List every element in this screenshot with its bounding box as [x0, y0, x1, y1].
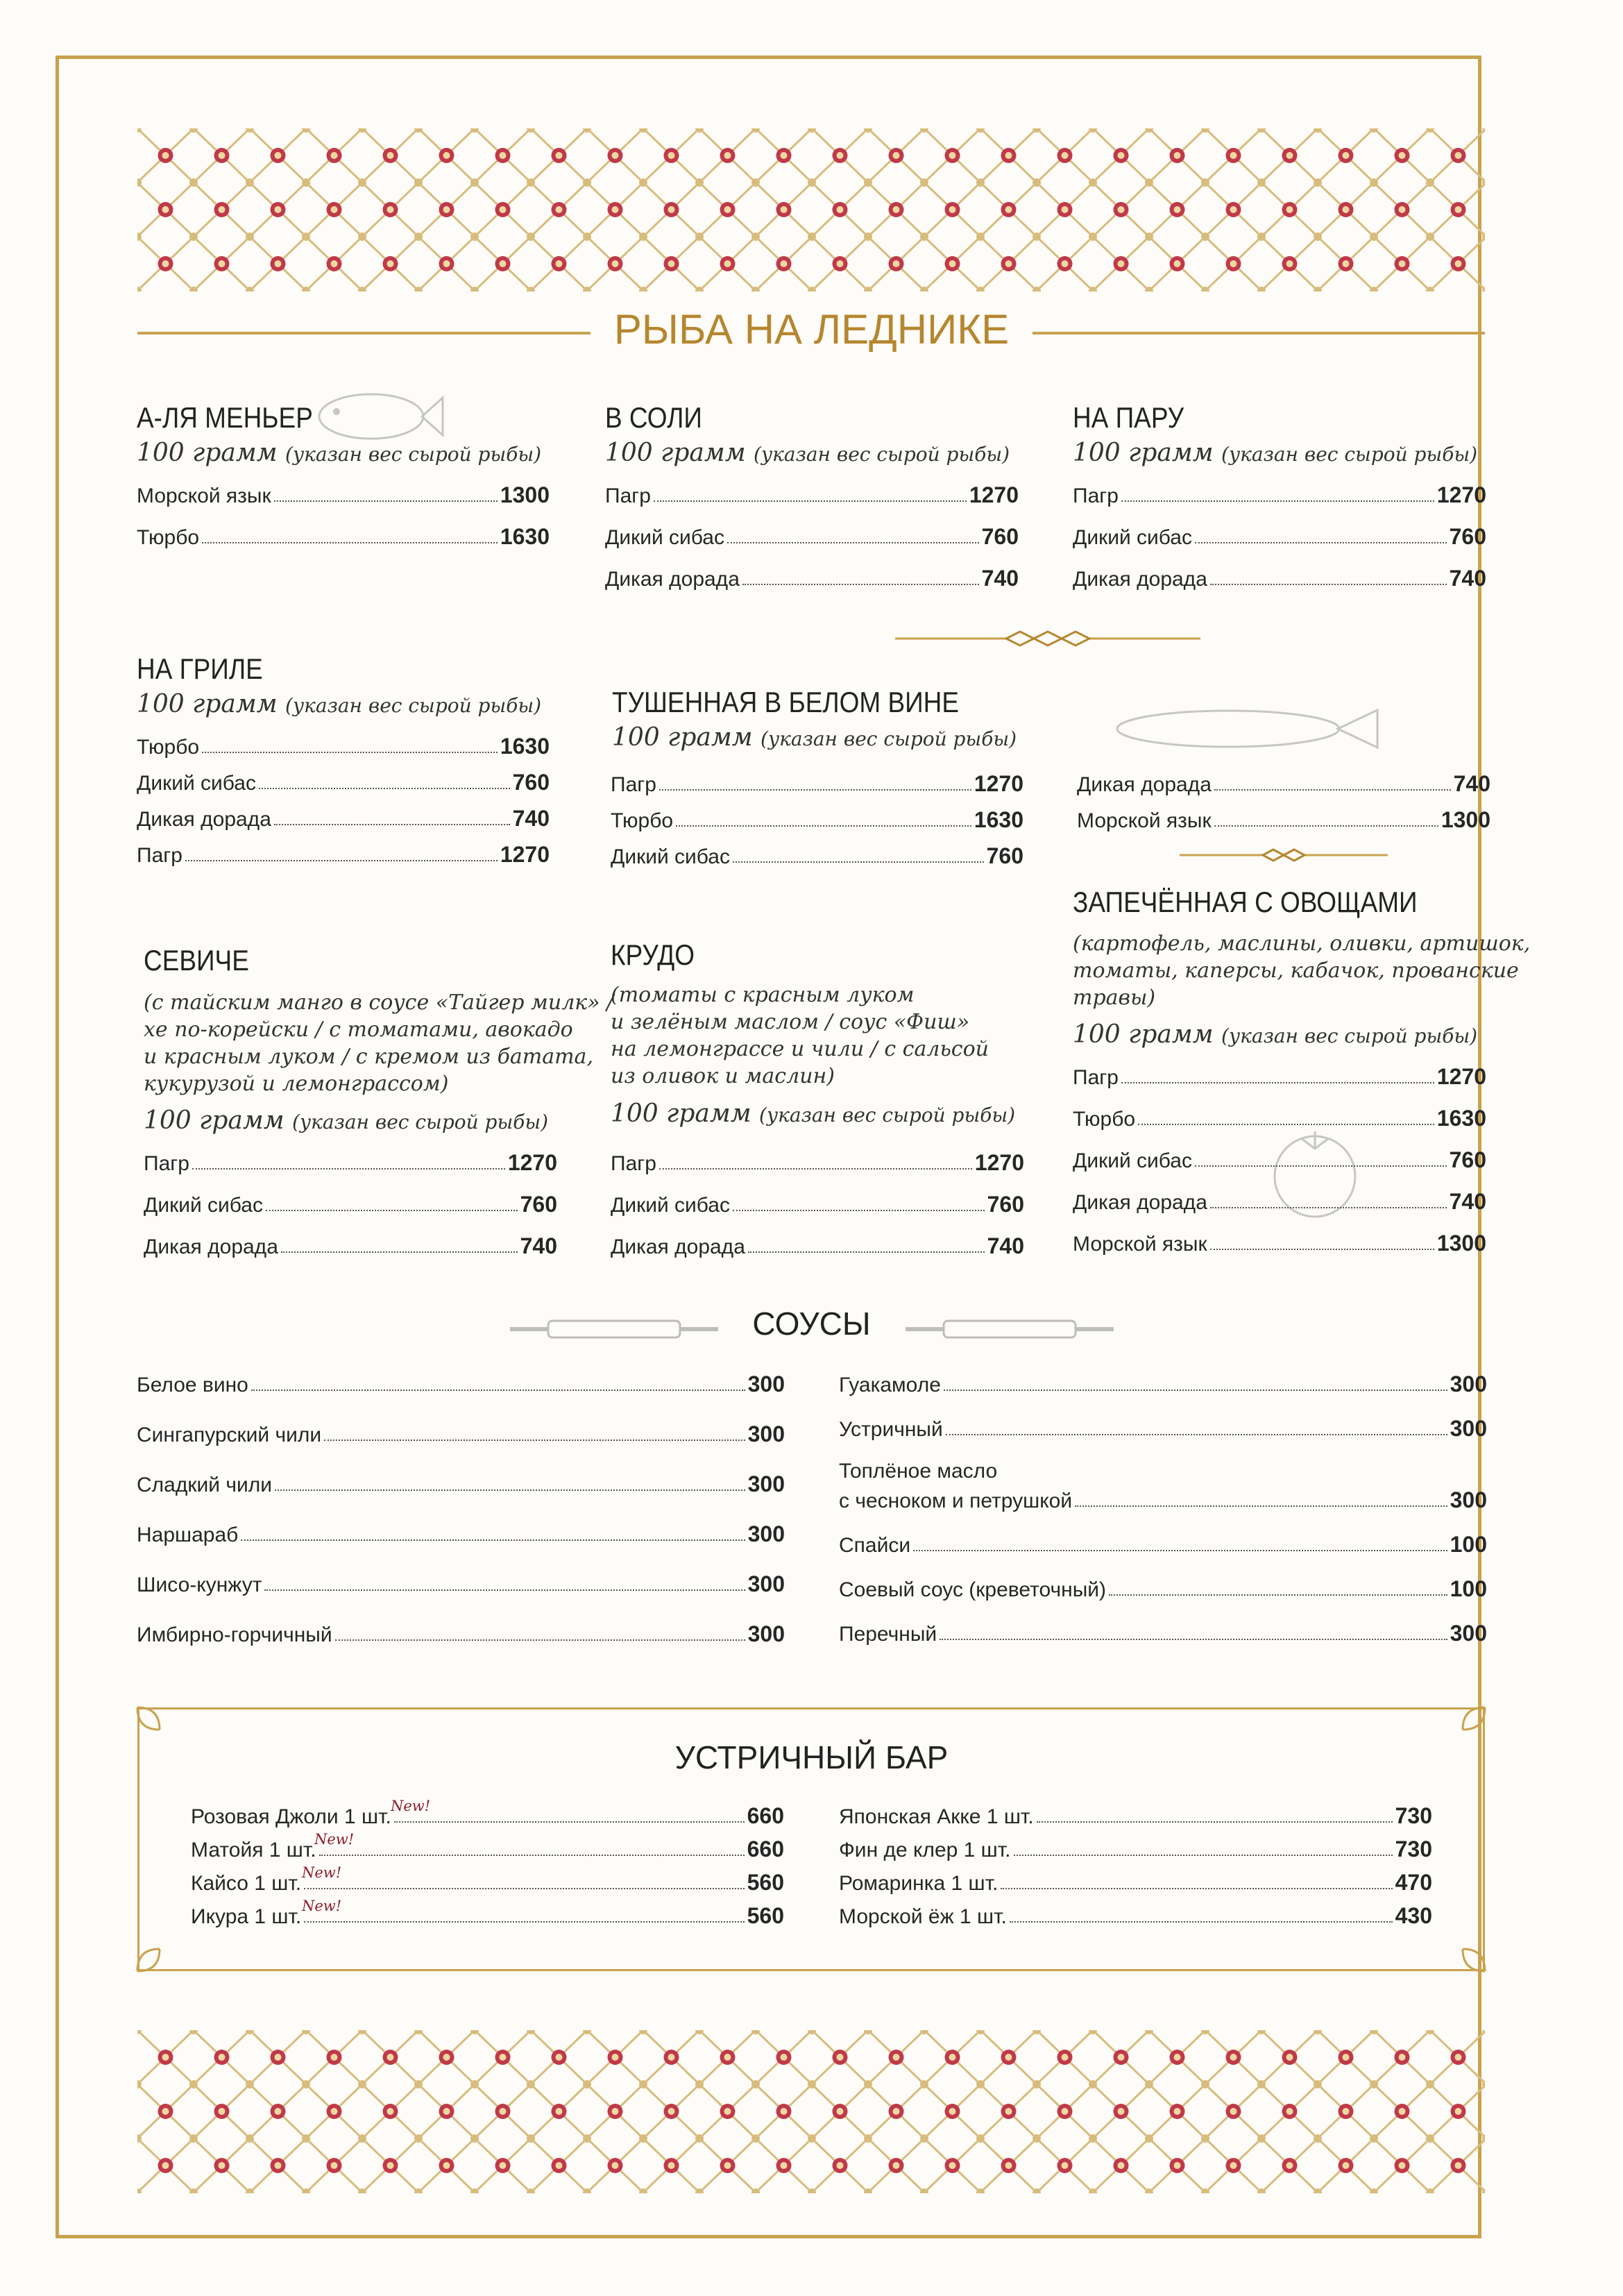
menu-row: Дикая дорада 740 — [137, 806, 550, 831]
new-badge: New! — [314, 1831, 355, 1848]
sauce-row: Белое вино 300 — [137, 1371, 785, 1396]
sauce-row: Устричный 300 — [839, 1416, 1487, 1441]
section-description-baked: (картофель, маслины, оливки, артишок, томаты, каперсы, кабачок, прованские травы) — [1073, 931, 1531, 1010]
menu-row: Дикий сибас 760 — [611, 843, 1023, 868]
sauce-row: Соевый соус (креветочный) 100 — [839, 1576, 1487, 1601]
menu-row: Тюрбо 1630 — [611, 807, 1023, 832]
section-description-crudo: (томаты с красным луком и зелёным маслом / соус «Фиш» на лемонграссе и чили / с сальсой из оливок и маслин) — [611, 983, 989, 1088]
menu-row: Дикая дорада 740 — [1073, 1189, 1486, 1214]
menu-row: Дикий сибас 760 — [1073, 1147, 1486, 1172]
menu-row: Дикий сибас 760 — [605, 524, 1019, 549]
section-title-crudo: КРУДО — [611, 938, 695, 971]
crab-pattern-band-top — [137, 128, 1485, 292]
sauce-row: Наршараб 300 — [137, 1521, 785, 1546]
sauce-row: Сингапурский чили 300 — [137, 1421, 785, 1446]
menu-row: Морской язык 1300 — [137, 482, 550, 507]
oyster-row: Ромаринка 1 шт. 470 — [839, 1870, 1432, 1895]
sauce-row: Гуакамоле 300 — [839, 1371, 1487, 1396]
menu-row: Морской язык 1300 — [1073, 1231, 1486, 1256]
new-badge: New! — [391, 1798, 431, 1814]
sauce-row: Спайси 100 — [839, 1532, 1487, 1557]
menu-row: Дикий сибас 760 — [144, 1192, 557, 1217]
section-title-wine: ТУШЕННАЯ В БЕЛОМ ВИНЕ — [612, 686, 960, 718]
menu-row: Дикая дорада 740 — [605, 566, 1019, 591]
weight-note: 100 грамм (указан вес сырой рыбы) — [1073, 1020, 1478, 1049]
menu-row: Дикая дорада 740 — [144, 1233, 557, 1258]
sauce-row-line1: Топлёное масло — [839, 1460, 998, 1483]
oyster-row: Кайсо 1 шт. 560 — [191, 1870, 784, 1895]
corner-ornament-icon — [132, 1702, 173, 1744]
menu-row: Дикая дорада 740 — [611, 1233, 1024, 1258]
sauce-row: Сладкий чили 300 — [137, 1471, 785, 1496]
ornament-divider-small — [1180, 847, 1388, 863]
oyster-bar-title: УСТРИЧНЫЙ БАР — [674, 1739, 949, 1775]
menu-row: Пагр 1270 — [1073, 482, 1486, 507]
corner-ornament-icon — [132, 1935, 173, 1977]
crab-pattern-band-bottom — [137, 2030, 1485, 2193]
menu-row: Пагр 1270 — [144, 1150, 557, 1175]
menu-row: Тюрбо 1630 — [1073, 1106, 1486, 1131]
menu-row: Тюрбо 1630 — [137, 524, 550, 549]
menu-row: Пагр 1270 — [611, 1150, 1024, 1175]
menu-row: Пагр 1270 — [1073, 1064, 1486, 1089]
section-title-steam: НА ПАРУ — [1073, 401, 1184, 434]
oyster-row: Икура 1 шт. 560 — [191, 1903, 784, 1928]
menu-row: Морской язык 1300 — [1077, 807, 1490, 832]
menu-row: Пагр 1270 — [611, 771, 1023, 796]
sauce-row: Шисо-кунжут 300 — [137, 1571, 785, 1596]
menu-row: Дикий сибас 760 — [137, 770, 550, 795]
fish-sketch-icon-2 — [1110, 698, 1381, 760]
oyster-row: Матойя 1 шт. 660 — [191, 1837, 784, 1862]
weight-note: 100 грамм (указан вес сырой рыбы) — [605, 439, 1010, 467]
ornament-divider — [895, 628, 1200, 649]
oyster-row: Японская Акке 1 шт. 730 — [839, 1803, 1432, 1828]
section-title-baked: ЗАПЕЧЁННАЯ С ОВОЩАМИ — [1073, 886, 1418, 918]
weight-note: 100 грамм (указан вес сырой рыбы) — [137, 439, 542, 467]
menu-row: Тюрбо 1630 — [137, 734, 550, 759]
section-title-salt: В СОЛИ — [605, 401, 702, 434]
oyster-row: Розовая Джоли 1 шт. 660 — [191, 1803, 784, 1828]
sauce-row: Имбирно-горчичный 300 — [137, 1621, 785, 1646]
section-title-menier: А-ЛЯ МЕНЬЕР — [137, 401, 313, 434]
page-title: РЫБА НА ЛЕДНИКЕ — [0, 305, 1623, 353]
menu-row: Дикая дорада 740 — [1077, 771, 1490, 796]
menu-row: Дикий сибас 760 — [1073, 524, 1486, 549]
sauces-title: СОУСЫ — [752, 1306, 871, 1342]
menu-row: Дикая дорада 740 — [1073, 566, 1486, 591]
oyster-row: Морской ёж 1 шт. 430 — [839, 1903, 1432, 1928]
sauce-row: Перечный 300 — [839, 1621, 1487, 1646]
menu-row: Пагр 1270 — [137, 842, 550, 867]
section-title-ceviche: СЕВИЧЕ — [144, 944, 249, 977]
corner-ornament-icon — [1449, 1935, 1490, 1977]
oyster-row: Фин де клер 1 шт. 730 — [839, 1837, 1432, 1862]
weight-note: 100 грамм (указан вес сырой рыбы) — [1073, 439, 1478, 467]
menu-row: Дикий сибас 760 — [611, 1192, 1024, 1217]
section-description-ceviche: (с тайским манго в соусе «Тайгер милк» / хе по-корейски / с томатами, авокадо и красным луком / с кремом из батата, кукурузой и лемонграссом) — [144, 990, 614, 1096]
sauce-row: с чесноком и петрушкой 300 — [839, 1487, 1487, 1512]
weight-note: 100 грамм (указан вес сырой рыбы) — [137, 690, 542, 718]
corner-ornament-icon — [1449, 1702, 1490, 1744]
new-badge: New! — [302, 1864, 342, 1881]
weight-note: 100 грамм (указан вес сырой рыбы) — [144, 1106, 549, 1135]
new-badge: New! — [302, 1898, 342, 1914]
weight-note: 100 грамм (указан вес сырой рыбы) — [612, 723, 1017, 752]
weight-note: 100 грамм (указан вес сырой рыбы) — [611, 1099, 1016, 1128]
section-title-grill: НА ГРИЛЕ — [137, 652, 263, 685]
menu-row: Пагр 1270 — [605, 482, 1019, 507]
